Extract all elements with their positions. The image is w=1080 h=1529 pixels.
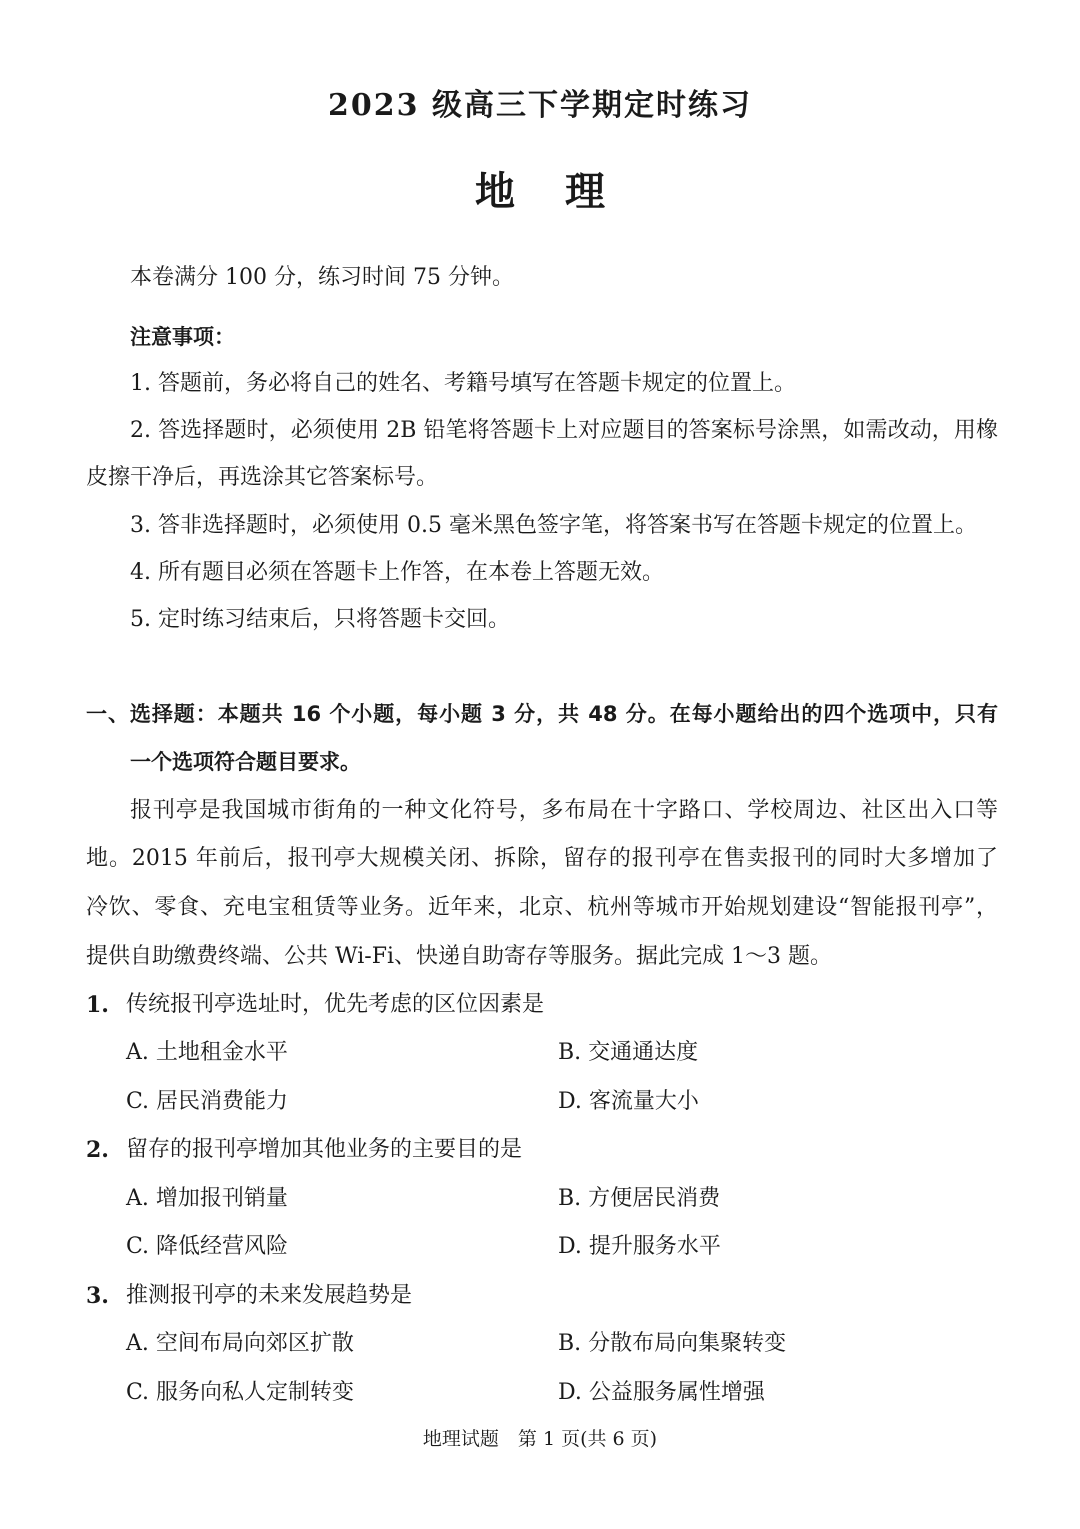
option-c: C. 降低经营风险: [126, 1234, 289, 1259]
question-stem: 推测报刊亭的未来发展趋势是: [126, 1283, 413, 1308]
option-b: B. 方便居民消费: [558, 1186, 721, 1211]
exam-title: 2023 级高三下学期定时练习: [328, 88, 752, 123]
passage-line: 提供自助缴费终端、公共 Wi-Fi、快递自助寄存等服务。据此完成 1～3 题。: [86, 944, 832, 969]
option-a: A. 空间布局向郊区扩散: [126, 1331, 354, 1356]
option-c: C. 服务向私人定制转变: [126, 1380, 355, 1405]
option-b: B. 分散布局向集聚转变: [558, 1331, 787, 1356]
notice-item: 2. 答选择题时，必须使用 2B 铅笔将答题卡上对应题目的答案标号涂黑，如需改动，用橡: [130, 418, 998, 443]
notice-heading: 注意事项：: [130, 325, 235, 349]
option-d: D. 提升服务水平: [558, 1234, 721, 1259]
option-d: D. 公益服务属性增强: [558, 1380, 765, 1405]
passage-line: 冷饮、零食、充电宝租赁等业务。近年来，北京、杭州等城市开始规划建设“智能报刊亭”，: [86, 895, 998, 920]
passage-line: 地。2015 年前后，报刊亭大规模关闭、拆除，留存的报刊亭在售卖报刊的同时大多增加了: [86, 846, 998, 871]
section-heading: 一、选择题：本题共 16 个小题，每小题 3 分，共 48 分。在每小题给出的四个选项中，只有: [86, 702, 998, 726]
question-number: 3.: [86, 1283, 109, 1309]
score-line: 本卷满分 100 分，练习时间 75 分钟。: [130, 265, 514, 290]
option-c: C. 居民消费能力: [126, 1089, 289, 1114]
notice-item: 皮擦干净后，再选涂其它答案标号。: [86, 465, 439, 490]
notice-item: 4. 所有题目必须在答题卡上作答，在本卷上答题无效。: [130, 560, 664, 585]
subject-title: 地理: [475, 168, 655, 215]
option-a: A. 土地租金水平: [126, 1040, 288, 1065]
question-stem: 传统报刊亭选址时，优先考虑的区位因素是: [126, 992, 545, 1017]
passage-line: 报刊亭是我国城市街角的一种文化符号，多布局在十字路口、学校周边、社区出入口等: [130, 798, 998, 823]
notice-item: 5. 定时练习结束后，只将答题卡交回。: [130, 607, 510, 632]
notice-item: 1. 答题前，务必将自己的姓名、考籍号填写在答题卡规定的位置上。: [130, 371, 796, 396]
option-b: B. 交通通达度: [558, 1040, 699, 1065]
question-number: 1.: [86, 992, 109, 1018]
question-number: 2.: [86, 1137, 109, 1163]
question-stem: 留存的报刊亭增加其他业务的主要目的是: [126, 1137, 523, 1162]
notice-item: 3. 答非选择题时，必须使用 0.5 毫米黑色签字笔，将答案书写在答题卡规定的位置上。: [130, 513, 977, 538]
option-d: D. 客流量大小: [558, 1089, 699, 1114]
section-heading-cont: 一个选项符合题目要求。: [130, 750, 361, 774]
option-a: A. 增加报刊销量: [126, 1186, 288, 1211]
page-footer: 地理试题 第 1 页(共 6 页): [422, 1428, 658, 1450]
